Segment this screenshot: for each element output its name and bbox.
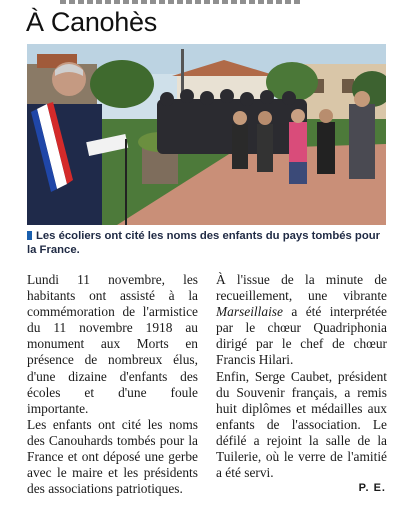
article-column-right [216,272,387,481]
article-photo [27,44,386,225]
song-title: Marseillaise [216,304,283,320]
article-text: À l'issue de la minute de recueillement, une vibrante [216,272,387,304]
article-paragraph: Enfin, Serge Caubet, président du Souvenir français, a remis huit diplômes et médailles aux enfants de l'association. Le défilé a rejoint la salle de la Tuilerie, où le verre de l'amitié a été servi. [216,368,387,481]
article-column-left [27,272,198,497]
article-paragraph: Les enfants ont cité les noms des Canouhards tombés pour la France et ont déposé une gerbe avec le maire et les présidents des associations patriotiques. [27,416,198,497]
caption-text: Les écoliers ont cité les noms des enfants du pays tombés pour la France. [27,230,381,256]
author-initials: P. E. [358,482,386,494]
ceremony-photo-illustration [27,44,386,225]
cropped-header-strip [60,0,300,4]
article-paragraph [216,272,387,369]
article-headline: À Canohès [26,7,157,37]
caption-marker-icon [27,231,32,240]
article-paragraph: Lundi 11 novembre, les habitants ont assisté à la commémoration de l'armistice du 11 novembre 1918 au monument aux Morts en présence de nombreux élus, d'une dizaine d'enfants des écoles et d'une foule importante. [27,272,198,416]
article-text: a été interprétée par le chœur Quadriphonia dirigé par le chef de chœur Francis Hilari. [216,304,387,368]
photo-caption [27,229,389,257]
